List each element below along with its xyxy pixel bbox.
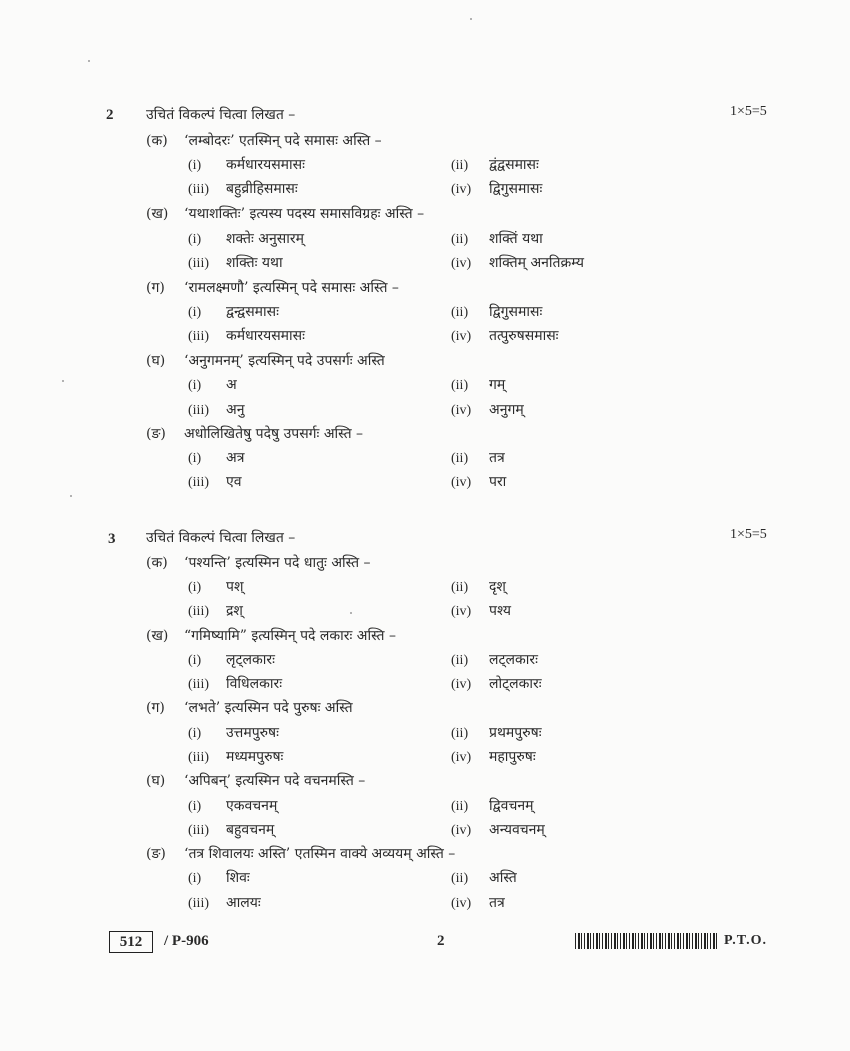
option-text: द्वन्द्वसमासः — [226, 304, 279, 320]
option-label: (i) — [188, 580, 202, 595]
option — [188, 155, 305, 174]
option-text: एव — [226, 474, 242, 490]
option-text: मध्यमपुरुषः — [226, 749, 284, 765]
sub-text: ‘रामलक्ष्मणौ’ इत्यस्मिन् पदे समासः अस्ति – — [184, 280, 399, 296]
option — [451, 155, 539, 174]
option-label: (i) — [188, 653, 202, 668]
option-label: (iv) — [451, 896, 472, 911]
option-text: दृश् — [489, 579, 506, 595]
sub-text: ‘लभते’ इत्यस्मिन पदे पुरुषः अस्ति — [184, 700, 353, 716]
option-text: बहुव्रीहिसमासः — [226, 181, 298, 197]
scan-speck — [70, 495, 72, 497]
sub-label: (ख) — [146, 628, 169, 644]
option-text: कर्मधारयसमासः — [226, 328, 305, 344]
option — [188, 179, 298, 198]
option — [451, 650, 538, 669]
option-label: (iii) — [188, 896, 209, 911]
option-text: तत्पुरुषसमासः — [489, 328, 559, 344]
option-label: (i) — [188, 799, 202, 814]
sub-question — [146, 351, 385, 370]
question-marks: 1×5=5 — [730, 104, 767, 119]
option — [451, 472, 506, 491]
sub-question — [146, 204, 424, 223]
option-label: (iv) — [451, 677, 472, 692]
sub-text: ‘लम्बोदरः’ एतस्मिन् पदे समासः अस्ति – — [184, 133, 382, 149]
option-label: (ii) — [451, 305, 469, 320]
option-text: लोट्लकारः — [489, 676, 542, 692]
option-text: प्रथमपुरुषः — [489, 725, 542, 741]
sub-question — [146, 278, 399, 297]
option — [451, 253, 584, 272]
option-label: (ii) — [451, 580, 469, 595]
option — [188, 302, 279, 321]
page-number: 2 — [437, 933, 445, 949]
option-text: द्वंद्वसमासः — [489, 157, 539, 173]
paper-code: / P-906 — [164, 933, 209, 949]
question-number: 2 — [106, 107, 114, 123]
option — [188, 326, 305, 345]
option-label: (i) — [188, 726, 202, 741]
option-text: अ — [226, 377, 237, 393]
option-label: (i) — [188, 305, 202, 320]
option — [451, 893, 505, 912]
option-label: (iv) — [451, 182, 472, 197]
option-text: शक्तेः अनुसारम् — [226, 231, 304, 247]
option-label: (i) — [188, 451, 202, 466]
option — [188, 796, 277, 815]
sub-label: (क) — [146, 133, 168, 149]
option-label: (iii) — [188, 329, 209, 344]
option-text: आलयः — [226, 895, 261, 911]
sub-label: (घ) — [146, 353, 166, 369]
option — [451, 375, 505, 394]
option — [451, 723, 542, 742]
option — [451, 400, 524, 419]
sub-label: (ङ) — [146, 426, 166, 442]
option — [188, 253, 283, 272]
option-label: (i) — [188, 378, 202, 393]
sub-text: “गमिष्यामि” इत्यस्मिन् पदे लकारः अस्ति – — [184, 628, 396, 644]
option-text: अनु — [226, 402, 245, 418]
option-label: (iv) — [451, 750, 472, 765]
pto-label: P.T.O. — [724, 933, 767, 948]
barcode — [575, 933, 717, 949]
option — [451, 747, 536, 766]
option — [451, 796, 534, 815]
option-label: (ii) — [451, 871, 469, 886]
question-marks: 1×5=5 — [730, 527, 767, 542]
question-instruction: उचितं विकल्पं चित्वा लिखत – — [146, 107, 296, 123]
option — [451, 302, 542, 321]
sub-text: ‘यथाशक्तिः’ इत्यस्य पदस्य समासविग्रहः अस्ति – — [184, 206, 425, 222]
option-label: (iii) — [188, 403, 209, 418]
option-text: शिवः — [226, 870, 250, 886]
scan-speck — [470, 18, 472, 20]
option-label: (iii) — [188, 604, 209, 619]
option-text: द्विगुसमासः — [489, 304, 543, 320]
option — [451, 179, 542, 198]
sub-question — [146, 553, 371, 572]
option-label: (ii) — [451, 378, 469, 393]
sub-text: ‘तत्र शिवालयः अस्ति’ एतस्मिन वाक्ये अव्ययम् अस्ति – — [184, 846, 456, 862]
option-text: विधिलकारः — [226, 676, 283, 692]
option — [451, 577, 506, 596]
option-text: अनुगम् — [489, 402, 524, 418]
option — [188, 400, 244, 419]
scan-speck — [62, 380, 64, 382]
option-label: (ii) — [451, 232, 469, 247]
option-text: उत्तमपुरुषः — [226, 725, 279, 741]
option-label: (i) — [188, 158, 202, 173]
scan-speck — [88, 60, 90, 62]
option — [188, 723, 279, 742]
option-label: (iv) — [451, 256, 472, 271]
option-label: (iii) — [188, 182, 209, 197]
option — [188, 747, 283, 766]
option — [188, 893, 261, 912]
option — [188, 375, 237, 394]
option — [451, 326, 559, 345]
option — [188, 601, 243, 620]
sub-label: (ख) — [146, 206, 169, 222]
option — [451, 868, 517, 887]
sub-text: अधोलिखितेषु पदेषु उपसर्गः अस्ति – — [184, 426, 364, 442]
sub-label: (क) — [146, 555, 168, 571]
option-text: अन्यवचनम् — [489, 822, 545, 838]
option-label: (ii) — [451, 799, 469, 814]
option — [188, 674, 282, 693]
option — [188, 472, 242, 491]
option-label: (i) — [188, 232, 202, 247]
option-label: (iii) — [188, 677, 209, 692]
option — [451, 601, 511, 620]
option-text: तत्र — [489, 450, 505, 466]
option-label: (iv) — [451, 329, 472, 344]
option-text: द्विगुसमासः — [489, 181, 543, 197]
sub-label: (ग) — [146, 700, 165, 716]
sub-text: ‘अनुगमनम्’ इत्यस्मिन् पदे उपसर्गः अस्ति — [184, 353, 385, 369]
option — [451, 674, 542, 693]
question-instruction: उचितं विकल्पं चित्वा लिखत – — [146, 530, 296, 546]
paper-code-box: 512 — [109, 931, 153, 953]
option — [188, 820, 274, 839]
option-text: द्विवचनम् — [489, 798, 534, 814]
option-text: अत्र — [226, 450, 245, 466]
option-text: पश् — [226, 579, 244, 595]
option-text: लृट्लकारः — [226, 652, 275, 668]
option-label: (ii) — [451, 653, 469, 668]
option-label: (iii) — [188, 256, 209, 271]
option-label: (i) — [188, 871, 202, 886]
option-label: (iii) — [188, 823, 209, 838]
option — [188, 868, 250, 887]
option-text: द्रश् — [226, 603, 243, 619]
option-label: (iv) — [451, 823, 472, 838]
option-label: (iii) — [188, 750, 209, 765]
option-label: (iv) — [451, 475, 472, 490]
sub-question — [146, 771, 365, 790]
scan-speck — [350, 612, 352, 614]
option-text: लट्लकारः — [489, 652, 538, 668]
option-text: गम् — [489, 377, 506, 393]
option-text: महापुरुषः — [489, 749, 536, 765]
option-text: पश्य — [489, 603, 512, 619]
option — [188, 577, 243, 596]
sub-label: (ग) — [146, 280, 165, 296]
option-label: (ii) — [451, 451, 469, 466]
option — [451, 229, 543, 248]
sub-question — [146, 424, 363, 443]
sub-question — [146, 844, 455, 863]
option — [451, 820, 545, 839]
option-text: शक्तिः यथा — [226, 255, 283, 271]
sub-question — [146, 626, 396, 645]
option-text: बहुवचनम् — [226, 822, 275, 838]
option-label: (iii) — [188, 475, 209, 490]
sub-label: (घ) — [146, 773, 166, 789]
option-label: (ii) — [451, 158, 469, 173]
sub-text: ‘अपिबन्’ इत्यस्मिन पदे वचनमस्ति – — [184, 773, 366, 789]
option-text: तत्र — [489, 895, 505, 911]
option-label: (iv) — [451, 604, 472, 619]
option-text: कर्मधारयसमासः — [226, 157, 305, 173]
option — [188, 448, 244, 467]
question-number: 3 — [108, 531, 116, 547]
sub-text: ‘पश्यन्ति’ इत्यस्मिन पदे धातुः अस्ति – — [184, 555, 371, 571]
sub-question — [146, 131, 382, 150]
option — [188, 229, 304, 248]
option-text: शक्तिं यथा — [489, 231, 543, 247]
option-label: (iv) — [451, 403, 472, 418]
option-text: एकवचनम् — [226, 798, 278, 814]
sub-label: (ङ) — [146, 846, 166, 862]
option — [188, 650, 275, 669]
option-text: शक्तिम् अनतिक्रम्य — [489, 255, 584, 271]
option-text: अस्ति — [489, 870, 517, 886]
option — [451, 448, 505, 467]
sub-question — [146, 698, 353, 717]
option-label: (ii) — [451, 726, 469, 741]
option-text: परा — [489, 474, 507, 490]
